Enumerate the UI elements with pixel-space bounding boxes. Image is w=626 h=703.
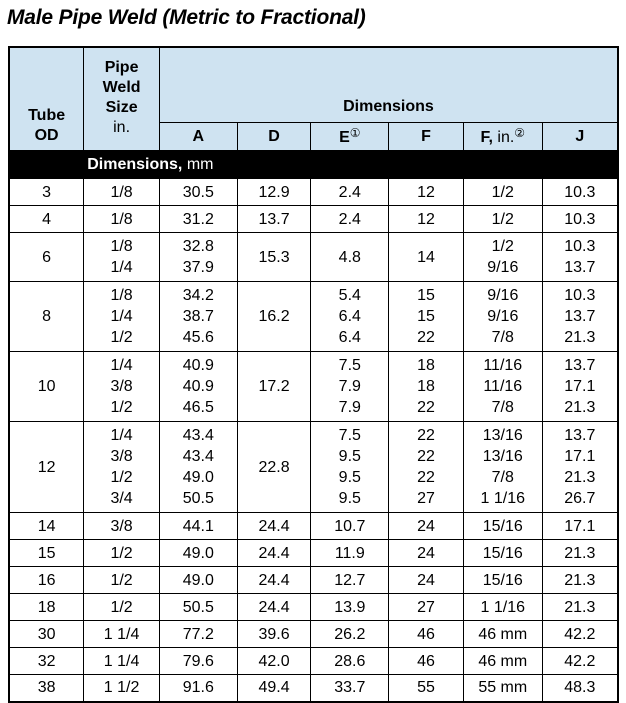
tube-od-cell: 8 (9, 282, 84, 352)
dim-j-cell-value: 21.3 (564, 469, 596, 486)
pipe-size-cell (84, 206, 160, 233)
pipe-size-cell-value: 3/8 (110, 448, 133, 465)
table-row (9, 422, 618, 513)
dim-f-cell-value: 18 (417, 357, 435, 374)
col-d-header: D (237, 123, 311, 151)
dim-f-cell-value: 27 (417, 490, 435, 507)
dim-j-cell (542, 621, 618, 648)
dim-e-cell-value: 28.6 (334, 652, 366, 670)
table-row (9, 648, 618, 675)
dim-a-cell-value: 79.6 (182, 652, 214, 670)
pipe-size-cell-value: 1 1/4 (103, 652, 140, 670)
dim-j-cell-value: 13.7 (564, 308, 596, 325)
dim-a-cell (159, 282, 237, 352)
dim-d-cell: 24.4 (237, 513, 311, 540)
table-row (9, 282, 618, 352)
dim-f-in-cell (463, 675, 542, 702)
dim-f-in-cell (463, 179, 542, 206)
dim-f-in-cell-value: 13/16 (482, 448, 523, 465)
dim-f-cell (389, 282, 464, 352)
dim-f-in-cell (463, 352, 542, 422)
dim-j-cell (542, 648, 618, 675)
dim-f-cell-value: 22 (417, 329, 435, 346)
dim-a-cell-value: 30.5 (182, 183, 214, 201)
dim-j-cell (542, 567, 618, 594)
page-title: Male Pipe Weld (Metric to Fractional) (7, 6, 366, 29)
dim-a-cell-value: 77.2 (182, 625, 214, 643)
dim-f-in-cell (463, 540, 542, 567)
dim-j-cell-value: 21.3 (564, 329, 596, 346)
dim-f-in-cell (463, 567, 542, 594)
dim-j-cell-value: 21.3 (564, 544, 596, 562)
dim-e-cell-value: 4.8 (338, 248, 361, 266)
dim-d-cell: 24.4 (237, 540, 311, 567)
dim-f-cell (389, 206, 464, 233)
dim-j-cell-value: 42.2 (564, 625, 596, 643)
dim-e-cell (311, 352, 389, 422)
dim-e-cell (311, 233, 389, 282)
dim-d-cell: 13.7 (237, 206, 311, 233)
dim-f-in-cell-value: 1/2 (491, 210, 514, 228)
pipe-size-cell (84, 282, 160, 352)
pipe-size-cell-value: 3/8 (110, 378, 133, 395)
dim-f-cell (389, 648, 464, 675)
dim-f-in-cell (463, 282, 542, 352)
note-1-marker: ① (349, 126, 361, 140)
dim-f-in-cell-value: 1 1/16 (480, 490, 526, 507)
dim-f-in-cell (463, 621, 542, 648)
dim-j-cell (542, 352, 618, 422)
pipe-size-cell-value: 1/2 (110, 399, 133, 416)
dim-j-cell-value: 17.1 (564, 517, 596, 535)
pipe-size-cell (84, 594, 160, 621)
pipe-size-cell-value: 1/2 (110, 598, 133, 616)
dim-j-cell-value: 13.7 (564, 427, 596, 444)
dim-a-cell (159, 594, 237, 621)
pipe-size-cell (84, 567, 160, 594)
table-row (9, 179, 618, 206)
dim-f-in-cell-value: 7/8 (491, 329, 514, 346)
dim-f-cell-value: 46 (417, 652, 435, 670)
dim-j-cell-value: 48.3 (564, 679, 596, 697)
dim-a-cell (159, 567, 237, 594)
tube-od-label-2: OD (34, 127, 59, 144)
dim-f-cell (389, 179, 464, 206)
dim-f-in-cell-value: 1 1/16 (480, 598, 526, 616)
dim-j-cell (542, 513, 618, 540)
dim-f-cell-value: 12 (417, 183, 435, 201)
dim-f-cell (389, 540, 464, 567)
pipe-size-cell-value: 1/2 (110, 571, 133, 589)
table-row (9, 352, 618, 422)
col-e-label: E (339, 129, 350, 146)
dim-j-cell (542, 594, 618, 621)
dim-a-cell-value: 46.5 (182, 399, 214, 416)
pipe-size-cell-value: 1/8 (110, 238, 133, 255)
dim-f-in-cell-value: 13/16 (482, 427, 523, 444)
dim-j-cell-value: 10.3 (564, 238, 596, 255)
dim-a-cell-value: 38.7 (182, 308, 214, 325)
dim-e-cell (311, 540, 389, 567)
tube-od-cell: 30 (9, 621, 84, 648)
dim-e-cell-value: 6.4 (338, 329, 361, 346)
dim-e-cell-value: 10.7 (334, 517, 366, 535)
dim-f-in-cell-value: 11/16 (483, 378, 523, 395)
dim-j-cell-value: 21.3 (564, 598, 596, 616)
pipe-size-cell-value: 1/8 (110, 210, 133, 228)
tube-od-header (9, 47, 84, 151)
pipe-size-cell-value: 1/2 (110, 329, 133, 346)
dim-f-in-cell-value: 46 mm (478, 652, 528, 670)
dim-d-cell: 16.2 (237, 282, 311, 352)
table-row (9, 675, 618, 702)
dim-a-cell-value: 91.6 (182, 679, 214, 697)
dim-j-cell-value: 10.3 (564, 183, 596, 201)
dim-f-cell-value: 24 (417, 571, 435, 589)
dim-j-cell-value: 10.3 (564, 210, 596, 228)
tube-od-cell: 3 (9, 179, 84, 206)
tube-od-cell: 18 (9, 594, 84, 621)
dim-e-cell-value: 13.9 (334, 598, 366, 616)
dim-j-cell-value: 10.3 (564, 287, 596, 304)
dim-f-cell (389, 513, 464, 540)
dim-e-cell (311, 648, 389, 675)
col-f-in-unit: in. (497, 129, 515, 146)
dim-d-cell: 24.4 (237, 594, 311, 621)
pipe-size-cell (84, 422, 160, 513)
dim-f-in-cell-value: 7/8 (491, 469, 514, 486)
dim-e-cell-value: 33.7 (334, 679, 366, 697)
dim-j-cell-value: 13.7 (564, 259, 596, 276)
dim-e-cell-value: 11.9 (334, 544, 365, 562)
dim-e-cell (311, 282, 389, 352)
dim-f-in-cell (463, 513, 542, 540)
dim-a-cell-value: 40.9 (182, 378, 214, 395)
dim-e-cell-value: 5.4 (338, 287, 361, 304)
tube-od-cell: 4 (9, 206, 84, 233)
dim-f-in-cell-value: 15/16 (482, 571, 523, 589)
dim-f-in-cell (463, 233, 542, 282)
dim-e-cell (311, 179, 389, 206)
pipe-size-cell-value: 1/4 (110, 357, 133, 374)
dim-d-cell: 39.6 (237, 621, 311, 648)
dim-f-in-cell-value: 55 mm (478, 679, 528, 697)
dim-a-cell-value: 49.0 (182, 571, 214, 589)
dim-a-cell-value: 50.5 (182, 598, 214, 616)
pipe-size-cell-value: 1/8 (110, 183, 133, 201)
dim-a-cell (159, 675, 237, 702)
dim-f-in-cell-value: 9/16 (487, 259, 519, 276)
dim-a-cell (159, 648, 237, 675)
dimensions-table (8, 46, 619, 703)
pipe-size-cell-value: 1/4 (110, 308, 133, 325)
tube-od-cell: 6 (9, 233, 84, 282)
dim-f-in-cell (463, 648, 542, 675)
dim-a-cell-value: 40.9 (182, 357, 214, 374)
pipe-size-cell (84, 621, 160, 648)
band-unit: mm (186, 156, 214, 173)
dim-a-cell (159, 233, 237, 282)
dim-j-cell-value: 26.7 (564, 490, 596, 507)
pipe-size-cell-value: 3/8 (110, 517, 133, 535)
dim-f-cell-value: 12 (417, 210, 435, 228)
dim-d-cell: 49.4 (237, 675, 311, 702)
pipe-size-cell-value: 1/4 (110, 427, 133, 444)
dim-f-cell-value: 22 (417, 427, 435, 444)
dim-f-in-cell-value: 9/16 (487, 287, 519, 304)
dim-f-in-cell-value: 1/2 (491, 183, 514, 201)
dim-d-cell: 42.0 (237, 648, 311, 675)
dim-j-cell (542, 233, 618, 282)
dim-e-cell (311, 594, 389, 621)
tube-od-cell: 16 (9, 567, 84, 594)
dim-f-in-cell-value: 15/16 (482, 544, 523, 562)
col-f-in-label: F, (480, 129, 493, 146)
dim-f-in-cell-value: 1/2 (491, 238, 514, 255)
dim-f-in-cell-value: 15/16 (482, 517, 523, 535)
pipe-weld-unit: in. (113, 119, 131, 136)
dim-d-cell: 24.4 (237, 567, 311, 594)
dim-e-cell-value: 9.5 (338, 469, 361, 486)
dim-f-cell-value: 18 (417, 378, 435, 395)
dim-j-cell-value: 42.2 (564, 652, 596, 670)
dim-e-cell (311, 567, 389, 594)
pipe-weld-label-1: Pipe (104, 59, 139, 76)
col-a-header: A (159, 123, 237, 151)
dim-j-cell (542, 179, 618, 206)
dim-f-in-cell-value: 46 mm (478, 625, 528, 643)
dim-e-cell-value: 9.5 (338, 448, 361, 465)
col-f-header: F (389, 123, 464, 151)
table-row (9, 233, 618, 282)
dim-f-cell (389, 233, 464, 282)
dim-d-cell: 17.2 (237, 352, 311, 422)
tube-od-cell: 32 (9, 648, 84, 675)
tube-od-cell: 10 (9, 352, 84, 422)
dim-f-in-cell (463, 422, 542, 513)
pipe-size-cell-value: 1/2 (110, 469, 133, 486)
dim-j-cell (542, 540, 618, 567)
dim-f-cell-value: 24 (417, 517, 435, 535)
dim-a-cell (159, 540, 237, 567)
dim-d-cell: 15.3 (237, 233, 311, 282)
dim-a-cell-value: 32.8 (182, 238, 214, 255)
dim-a-cell-value: 43.4 (182, 448, 214, 465)
dim-e-cell-value: 7.5 (338, 357, 361, 374)
dim-j-cell-value: 13.7 (564, 357, 596, 374)
dim-f-cell-value: 22 (417, 469, 435, 486)
table-row (9, 621, 618, 648)
band-label: Dimensions, (87, 156, 183, 173)
dim-e-cell (311, 513, 389, 540)
pipe-size-cell (84, 179, 160, 206)
dim-e-cell-value: 9.5 (338, 490, 361, 507)
pipe-weld-label-3: Size (105, 99, 138, 116)
dim-f-in-cell-value: 11/16 (483, 357, 523, 374)
pipe-size-cell (84, 233, 160, 282)
dim-f-cell (389, 352, 464, 422)
dim-e-cell-value: 2.4 (338, 183, 361, 201)
dim-d-cell: 12.9 (237, 179, 311, 206)
pipe-size-cell-value: 3/4 (110, 490, 133, 507)
table-row (9, 567, 618, 594)
pipe-size-cell (84, 648, 160, 675)
dim-e-cell (311, 422, 389, 513)
dim-a-cell (159, 513, 237, 540)
dim-a-cell (159, 621, 237, 648)
dim-a-cell-value: 44.1 (182, 517, 214, 535)
dim-f-in-cell-value: 7/8 (491, 399, 514, 416)
pipe-weld-label-2: Weld (102, 79, 141, 96)
dim-f-cell-value: 14 (417, 248, 435, 266)
dim-d-cell: 22.8 (237, 422, 311, 513)
dim-j-cell-value: 17.1 (564, 448, 596, 465)
table-row (9, 206, 618, 233)
pipe-size-cell (84, 513, 160, 540)
dim-e-cell-value: 2.4 (338, 210, 361, 228)
dim-j-cell (542, 206, 618, 233)
pipe-weld-size-header (84, 47, 160, 151)
tube-od-cell: 14 (9, 513, 84, 540)
dim-a-cell-value: 45.6 (182, 329, 214, 346)
dim-a-cell-value: 43.4 (182, 427, 214, 444)
dim-f-cell-value: 27 (417, 598, 435, 616)
units-band (9, 151, 618, 179)
dim-e-cell-value: 7.5 (338, 427, 361, 444)
dim-j-cell-value: 17.1 (564, 378, 596, 395)
dim-f-in-cell-value: 9/16 (487, 308, 519, 325)
table-row (9, 540, 618, 567)
dim-a-cell-value: 50.5 (182, 490, 214, 507)
table-row (9, 594, 618, 621)
dim-a-cell-value: 49.0 (182, 469, 214, 486)
dim-e-cell-value: 7.9 (338, 399, 361, 416)
col-f-in-header (463, 123, 542, 151)
dim-a-cell-value: 31.2 (182, 210, 214, 228)
pipe-size-cell (84, 675, 160, 702)
pipe-size-cell (84, 352, 160, 422)
dim-f-cell-value: 22 (417, 399, 435, 416)
note-2-marker: ② (514, 126, 526, 140)
dim-f-in-cell (463, 206, 542, 233)
dim-f-cell-value: 55 (417, 679, 435, 697)
dim-j-cell (542, 422, 618, 513)
dim-e-cell-value: 7.9 (338, 378, 361, 395)
dim-j-cell (542, 675, 618, 702)
col-e-header (311, 123, 389, 151)
dim-f-cell (389, 594, 464, 621)
dim-j-cell-value: 21.3 (564, 571, 596, 589)
dim-f-cell (389, 567, 464, 594)
dim-f-cell-value: 24 (417, 544, 435, 562)
dim-e-cell (311, 675, 389, 702)
dim-e-cell (311, 206, 389, 233)
dim-j-cell (542, 282, 618, 352)
dim-e-cell-value: 6.4 (338, 308, 361, 325)
dim-f-cell (389, 675, 464, 702)
dim-a-cell-value: 49.0 (182, 544, 214, 562)
tube-od-cell: 38 (9, 675, 84, 702)
dim-j-cell-value: 21.3 (564, 399, 596, 416)
dim-e-cell-value: 26.2 (334, 625, 366, 643)
dim-a-cell (159, 179, 237, 206)
dimensions-header: Dimensions (159, 47, 618, 123)
dim-f-cell (389, 422, 464, 513)
pipe-size-cell-value: 1 1/4 (103, 625, 140, 643)
pipe-size-cell-value: 1 1/2 (103, 679, 140, 697)
dim-f-cell-value: 15 (417, 308, 435, 325)
dim-a-cell-value: 34.2 (182, 287, 214, 304)
dim-f-cell-value: 15 (417, 287, 435, 304)
pipe-size-cell-value: 1/4 (110, 259, 133, 276)
tube-od-label-1: Tube (28, 107, 66, 124)
dim-a-cell (159, 352, 237, 422)
dim-e-cell (311, 621, 389, 648)
dim-a-cell (159, 422, 237, 513)
dim-a-cell (159, 206, 237, 233)
dim-f-cell-value: 46 (417, 625, 435, 643)
pipe-size-cell-value: 1/2 (110, 544, 133, 562)
dim-f-cell (389, 621, 464, 648)
col-j-header: J (542, 123, 618, 151)
tube-od-cell: 15 (9, 540, 84, 567)
pipe-size-cell (84, 540, 160, 567)
dim-f-in-cell (463, 594, 542, 621)
dim-f-cell-value: 22 (417, 448, 435, 465)
dim-a-cell-value: 37.9 (182, 259, 214, 276)
dim-e-cell-value: 12.7 (334, 571, 366, 589)
pipe-size-cell-value: 1/8 (110, 287, 133, 304)
tube-od-cell: 12 (9, 422, 84, 513)
table-row (9, 513, 618, 540)
